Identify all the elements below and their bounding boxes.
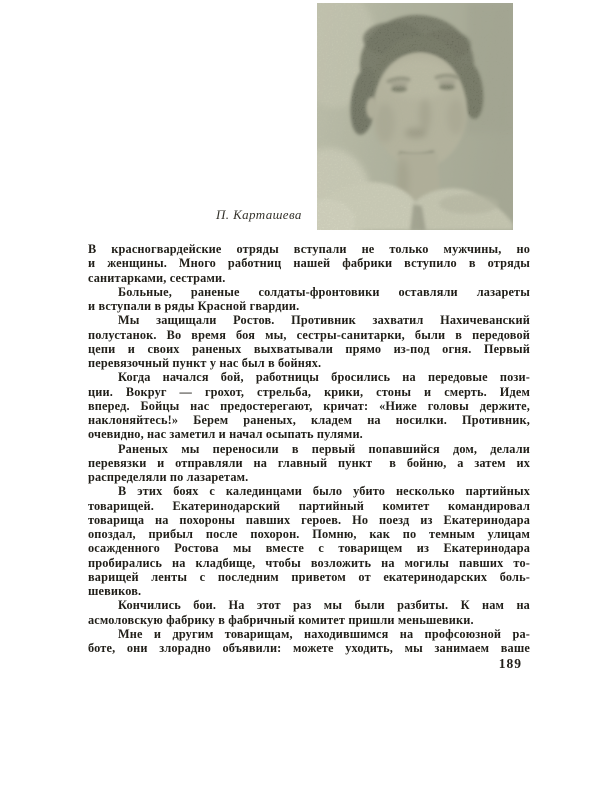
text-line: варищей ленты с последним приветом от екатеринодарских боль- xyxy=(88,569,530,584)
text-line: Больные, раненые солдаты-фронтовики оставляли лазареты xyxy=(118,284,530,299)
text-line: и вступали в ряды Красной гвардии. xyxy=(88,299,300,313)
text-line: Раненых мы переносили в первый попавшийся дом, делали xyxy=(118,441,530,456)
text-line: асмоловскую фабрику в фабричный комитет пришли меньшевики. xyxy=(88,612,474,627)
text-line: наклоняйтесь!» Берем раненых, кладем на носилки. Противник, xyxy=(88,413,530,427)
photo-caption: П. Карташева xyxy=(216,207,302,222)
portrait-photo-image xyxy=(317,3,513,230)
text-line: перевязочный пункт у нас был в бойнях. xyxy=(88,356,322,370)
text-line: В этих боях с калединцами было убито несколько партийных xyxy=(118,484,530,499)
text-line: ции. Вокруг — грохот, стрельба, крики, стоны и смерть. Идем xyxy=(88,384,530,399)
text-line: товарищей. Екатеринодарский партийный комитет командировал xyxy=(88,498,530,513)
text-line: В красногвардейские отряды вступали не только мужчины, но xyxy=(88,242,530,256)
text-line: санитарками, сестрами. xyxy=(88,270,226,285)
text-line: Когда начался бой, работницы бросились на передовые пози- xyxy=(118,370,530,385)
page-number: 189 xyxy=(498,656,522,671)
text-line: вперед. Бойцы нас предостерегают, кричат: «Ниже головы держите, xyxy=(88,398,530,413)
text-line: Кончились бои. На этот раз мы были разбиты. К нам на xyxy=(118,598,530,613)
text-line: пробирались на кладбище, чтобы возложить на могилы павших то- xyxy=(88,555,530,570)
text-line: товарища на похороны павших героев. Но поезд из Екатеринодара xyxy=(88,512,530,527)
text-line: цепи и своих раненых выхватывали прямо из-под огня. Первый xyxy=(88,341,530,356)
text-line: опоздал, прибыл после похорон. Помню, как по темным улицам xyxy=(88,527,530,541)
text-body xyxy=(88,242,530,655)
text-line: очевидно, нас заметил и начал осыпать пулями. xyxy=(88,427,363,442)
text-line: перевязки и отправляли на главный пункт в бойню, а затем их xyxy=(88,455,530,470)
text-line: осажденного Ростова мы вместе с товарищем из Екатеринодара xyxy=(88,541,530,556)
text-line: полустанок. Во время боя мы, сестры-санитарки, были в передовой xyxy=(88,327,530,342)
text-line: боте, они злорадно объявили: можете уходить, мы занимаем ваше xyxy=(88,641,530,655)
text-line: Мне и другим товарищам, находившимся на профсоюзной ра- xyxy=(118,626,530,641)
text-line: Мы защищали Ростов. Противник захватил Нахичеванский xyxy=(118,313,530,328)
text-line: распределяли по лазаретам. xyxy=(88,470,249,484)
text-line: и женщины. Много работниц нашей фабрики вступило в отряды xyxy=(88,256,530,271)
text-line: шевиков. xyxy=(88,584,142,598)
portrait-photo xyxy=(317,3,513,230)
